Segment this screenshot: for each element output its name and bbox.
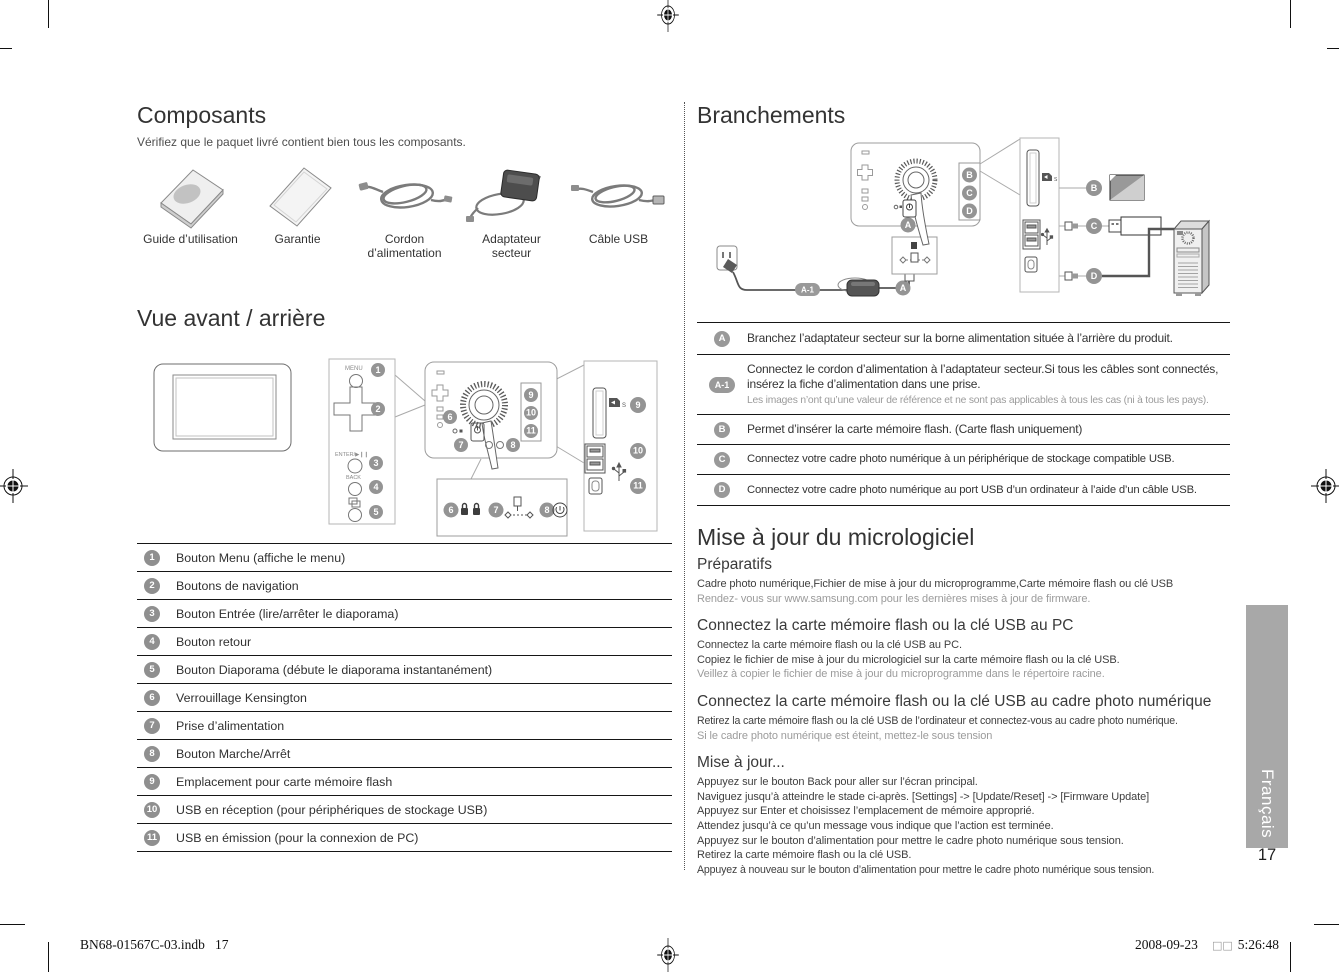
callout-number: 3 bbox=[144, 606, 160, 622]
registration-mark-icon bbox=[0, 469, 28, 503]
side-panel-view bbox=[1020, 138, 1059, 292]
component-item-guide bbox=[137, 156, 244, 260]
crop-mark bbox=[1314, 924, 1339, 925]
callout-8 bbox=[506, 438, 520, 452]
callout-3 bbox=[369, 456, 383, 470]
list-item: 9 Emplacement pour carte mémoire flash bbox=[137, 767, 672, 795]
subsection-heading: Mise à jour... bbox=[697, 754, 785, 772]
crop-mark bbox=[1290, 942, 1291, 972]
component-label: Adaptateur secteur bbox=[482, 232, 541, 260]
callout-7 bbox=[454, 438, 468, 452]
frame-rear-view bbox=[425, 362, 557, 469]
component-label: Garantie bbox=[274, 232, 321, 246]
svg-text:A: A bbox=[899, 283, 907, 293]
list-item: 8 Bouton Marche/Arrêt bbox=[137, 739, 672, 767]
table-note: Les images n’ont qu’une valeur de référence et ne sont pas applicables à tous les cas (ni à tous les pays). bbox=[747, 394, 1209, 406]
svg-text:9: 9 bbox=[635, 400, 641, 410]
footer-time: 5:26:48 bbox=[1237, 937, 1279, 952]
svg-text:3: 3 bbox=[373, 458, 379, 468]
memory-card-slot bbox=[593, 388, 606, 438]
frame-rear-view bbox=[851, 143, 980, 245]
front-rear-view-diagram bbox=[137, 345, 672, 543]
svg-text:2: 2 bbox=[375, 404, 381, 414]
firmware-section: Préparatifs Cadre photo numérique,Fichier de mise à jour du microprogramme,Carte mémoire flash ou clé USB Rendez- vous sur www.samsung.com pour les dernières mises à jour de firmware. Connectez la carte mémoire flash ou la clé USB au PC Connectez la carte mémoire flash ou la clé USB au PC. Copiez le fichier de mise à jour du micrologiciel sur la carte mémoire flash ou la clé USB. Veillez à copier le fichier de mise à jour du microprogramme dans le répertoire racine. Connectez la carte mémoire flash ou la clé USB au cadre photo numérique Retirez la carte mémoire flash ou la clé USB de l’ordinateur et connectez-vous au cadre photo numérique. Si le cadre photo numérique est éteint, mettez-le sous tension Mise à jour... Appuyez sur le bouton Back pour aller sur l’écran principal. Naviguez jusqu’à atteindre le stade ci-après. [Settings] -> [Update/Reset] -> [Firmware Update] Appuyez sur Enter et choisissez l’emplacement de mémoire approprié. Attendez jusqu’à ce qu’un message vous indique que l’action est terminée. Appuyez sur le bouton d’alimentation pour mettre le cadre photo numérique sous tension. Retirez la carte mémoire flash ou la clé USB. Appuyez à nouveau sur le bouton d’alimentation pour mettre le cadre photo numérique sous tension. bbox=[697, 556, 1237, 877]
component-item-warranty bbox=[244, 156, 351, 260]
list-item: 6 Verrouillage Kensington bbox=[137, 683, 672, 711]
usb-stick-icon bbox=[1109, 217, 1161, 235]
power-cable bbox=[733, 272, 909, 290]
vue-parts-list bbox=[137, 543, 672, 852]
svg-text:9: 9 bbox=[528, 390, 534, 400]
svg-text:11: 11 bbox=[526, 425, 536, 436]
label-d bbox=[962, 204, 977, 219]
callout-1 bbox=[371, 363, 385, 377]
frame-button-panel bbox=[329, 359, 395, 524]
power-port-detail-box bbox=[892, 237, 937, 274]
svg-text:10: 10 bbox=[525, 407, 537, 418]
page-number: 17 bbox=[1257, 846, 1277, 864]
connector-plug bbox=[1072, 224, 1078, 229]
column-divider bbox=[684, 102, 685, 870]
svg-text:A: A bbox=[904, 220, 912, 230]
usb-cable-icon bbox=[569, 156, 669, 230]
table-row: C Connectez votre cadre photo numérique à un périphérique de stockage compatible USB. bbox=[697, 444, 1230, 474]
callout-lines bbox=[980, 139, 1020, 195]
callout-number: 10 bbox=[144, 802, 160, 818]
list-item: 10 USB en réception (pour périphériques de stockage USB) bbox=[137, 795, 672, 823]
svg-text:1: 1 bbox=[375, 365, 381, 375]
component-item-adapter bbox=[458, 156, 565, 260]
svg-text:10: 10 bbox=[632, 445, 644, 456]
svg-text:C: C bbox=[1090, 221, 1098, 231]
component-label: Cordon d’alimentation bbox=[367, 232, 442, 260]
label-a bbox=[901, 218, 916, 233]
svg-text:6: 6 bbox=[447, 412, 453, 422]
label-b bbox=[962, 168, 977, 183]
label-a bbox=[896, 281, 911, 296]
callout-9 bbox=[630, 397, 646, 413]
menu-button-label: MENU bbox=[345, 366, 363, 372]
ac-adapter-icon bbox=[462, 156, 562, 230]
svg-text:7: 7 bbox=[493, 505, 499, 515]
list-item: 3 Bouton Entrée (lire/arrêter le diaporama) bbox=[137, 599, 672, 627]
callout-number: 9 bbox=[144, 774, 160, 790]
registration-mark-icon bbox=[653, 0, 683, 32]
svg-text:S: S bbox=[622, 403, 627, 409]
footer-timestamp bbox=[1135, 937, 1279, 953]
svg-text:7: 7 bbox=[458, 440, 464, 450]
list-item: 5 Bouton Diaporama (débute le diaporama instantanément) bbox=[137, 655, 672, 683]
svg-text:11: 11 bbox=[633, 480, 643, 491]
missing-glyph-boxes: □□ bbox=[1211, 939, 1233, 952]
crop-mark bbox=[48, 0, 49, 28]
label-c bbox=[1086, 218, 1102, 234]
footer-filename: BN68-01567C-03.indb 17 bbox=[80, 937, 229, 952]
power-indicator-icon bbox=[460, 430, 463, 433]
callout-number: 2 bbox=[144, 578, 160, 594]
callout-7 bbox=[489, 503, 504, 518]
svg-text:S: S bbox=[1054, 177, 1058, 183]
callout-4 bbox=[369, 480, 383, 494]
row-label: A-1 bbox=[709, 377, 735, 393]
callout-number: 8 bbox=[144, 746, 160, 762]
table-row: D Connectez votre cadre photo numérique au port USB d’un ordinateur à l’aide d’un câble USB. bbox=[697, 474, 1230, 505]
callout-number: 7 bbox=[144, 718, 160, 734]
row-label: B bbox=[714, 422, 730, 438]
callout-number: 11 bbox=[144, 830, 160, 846]
firmware-title: Mise à jour du micrologiciel bbox=[697, 524, 975, 550]
row-label: D bbox=[714, 482, 730, 498]
table-row: A-1 Connectez le cordon d’alimentation à l’adaptateur secteur.Si tous les câbles sont connectés, insérez la fiche d’alimentation dans une prise. Les images n’ont qu’une valeur de référence et ne sont pas applicables à tous les cas (ni à tous les pays). bbox=[697, 354, 1230, 414]
connector-plug bbox=[1065, 272, 1072, 280]
list-item: 2 Boutons de navigation bbox=[137, 571, 672, 599]
svg-text:4: 4 bbox=[373, 482, 379, 492]
branchements-title: Branchements bbox=[697, 102, 846, 128]
callout-number: 6 bbox=[144, 690, 160, 706]
callout-number: 1 bbox=[144, 550, 160, 566]
language-tab-label: Français bbox=[1258, 768, 1277, 838]
composants-title: Composants bbox=[137, 102, 267, 128]
callout-10 bbox=[630, 443, 646, 459]
footer-date: 2008-09-23 bbox=[1134, 937, 1198, 952]
frame-front-view bbox=[154, 364, 291, 451]
language-tab bbox=[1246, 605, 1288, 848]
callout-11 bbox=[630, 478, 646, 494]
callout-number: 4 bbox=[144, 634, 160, 650]
svg-text:D: D bbox=[1090, 271, 1098, 281]
table-row: B Permet d’insérer la carte mémoire flash. (Carte flash uniquement) bbox=[697, 414, 1230, 444]
power-port bbox=[903, 200, 916, 217]
component-item-usb-cable bbox=[565, 156, 672, 260]
svg-text:8: 8 bbox=[544, 505, 550, 515]
enter-button-label: ENTER/▶❙❙ bbox=[335, 452, 369, 458]
memory-card-icon bbox=[1110, 175, 1144, 200]
svg-text:D: D bbox=[966, 206, 973, 216]
memory-card-slot bbox=[1027, 150, 1039, 206]
callout-2 bbox=[371, 402, 385, 416]
list-item: 1 Bouton Menu (affiche le menu) bbox=[137, 543, 672, 571]
callout-6 bbox=[444, 503, 459, 518]
connections-diagram bbox=[697, 133, 1230, 310]
label-c bbox=[962, 186, 977, 201]
table-row: A Branchez l’adaptateur secteur sur la borne alimentation située à l’arrière du produit. bbox=[697, 322, 1230, 354]
callout-number: 5 bbox=[144, 662, 160, 678]
crop-mark bbox=[0, 48, 12, 49]
wall-outlet-icon bbox=[717, 246, 737, 273]
list-item: 11 USB en émission (pour la connexion de PC) bbox=[137, 823, 672, 851]
ac-adapter bbox=[838, 278, 879, 296]
callout-9 bbox=[524, 388, 538, 402]
label-a1 bbox=[795, 283, 820, 296]
callout-5 bbox=[369, 505, 383, 519]
stand-detail-box bbox=[437, 479, 567, 536]
component-label: Câble USB bbox=[588, 232, 649, 246]
subsection-heading: Connectez la carte mémoire flash ou la clé USB au PC bbox=[697, 617, 1074, 635]
row-label: A bbox=[714, 331, 730, 347]
svg-text:A-1: A-1 bbox=[801, 285, 814, 295]
callout-10 bbox=[524, 406, 538, 420]
component-label: Guide d’utilisation bbox=[143, 232, 238, 246]
connections-table bbox=[697, 322, 1230, 506]
usb-cable-to-pc bbox=[1102, 229, 1174, 276]
pc-tower-icon bbox=[1174, 221, 1209, 296]
svg-text:6: 6 bbox=[448, 505, 454, 515]
registration-mark-icon bbox=[653, 938, 683, 972]
svg-text:C: C bbox=[966, 188, 973, 198]
list-item: 4 Bouton retour bbox=[137, 627, 672, 655]
callout-11 bbox=[524, 424, 538, 438]
svg-text:B: B bbox=[1090, 183, 1098, 193]
power-cord-icon bbox=[355, 156, 455, 230]
crop-mark bbox=[48, 942, 49, 972]
callout-8 bbox=[540, 503, 555, 518]
component-item-cord bbox=[351, 156, 458, 260]
label-d bbox=[1086, 268, 1102, 284]
svg-text:8: 8 bbox=[510, 440, 516, 450]
label-b bbox=[1086, 180, 1102, 196]
user-guide-icon bbox=[141, 156, 241, 230]
component-items bbox=[137, 156, 672, 260]
connector-plug bbox=[1065, 222, 1072, 230]
callout-6 bbox=[443, 410, 457, 424]
crop-mark bbox=[1327, 48, 1339, 49]
svg-text:B: B bbox=[966, 170, 973, 180]
vue-title: Vue avant / arrière bbox=[137, 305, 326, 331]
crop-mark bbox=[1290, 0, 1291, 28]
svg-text:5: 5 bbox=[373, 507, 379, 517]
subsection-heading: Préparatifs bbox=[697, 556, 772, 573]
subsection-heading: Connectez la carte mémoire flash ou la clé USB au cadre photo numérique bbox=[697, 692, 1212, 710]
back-button-label: BACK bbox=[346, 475, 361, 481]
crop-mark bbox=[0, 924, 25, 925]
warranty-card-icon bbox=[248, 156, 348, 230]
list-item: 7 Prise d’alimentation bbox=[137, 711, 672, 739]
connector-plug bbox=[1072, 274, 1078, 279]
composants-intro: Vérifiez que le paquet livré contient bien tous les composants. bbox=[137, 135, 466, 149]
side-panel-view bbox=[584, 361, 657, 531]
registration-mark-icon bbox=[1311, 469, 1339, 503]
row-label: C bbox=[714, 452, 730, 468]
